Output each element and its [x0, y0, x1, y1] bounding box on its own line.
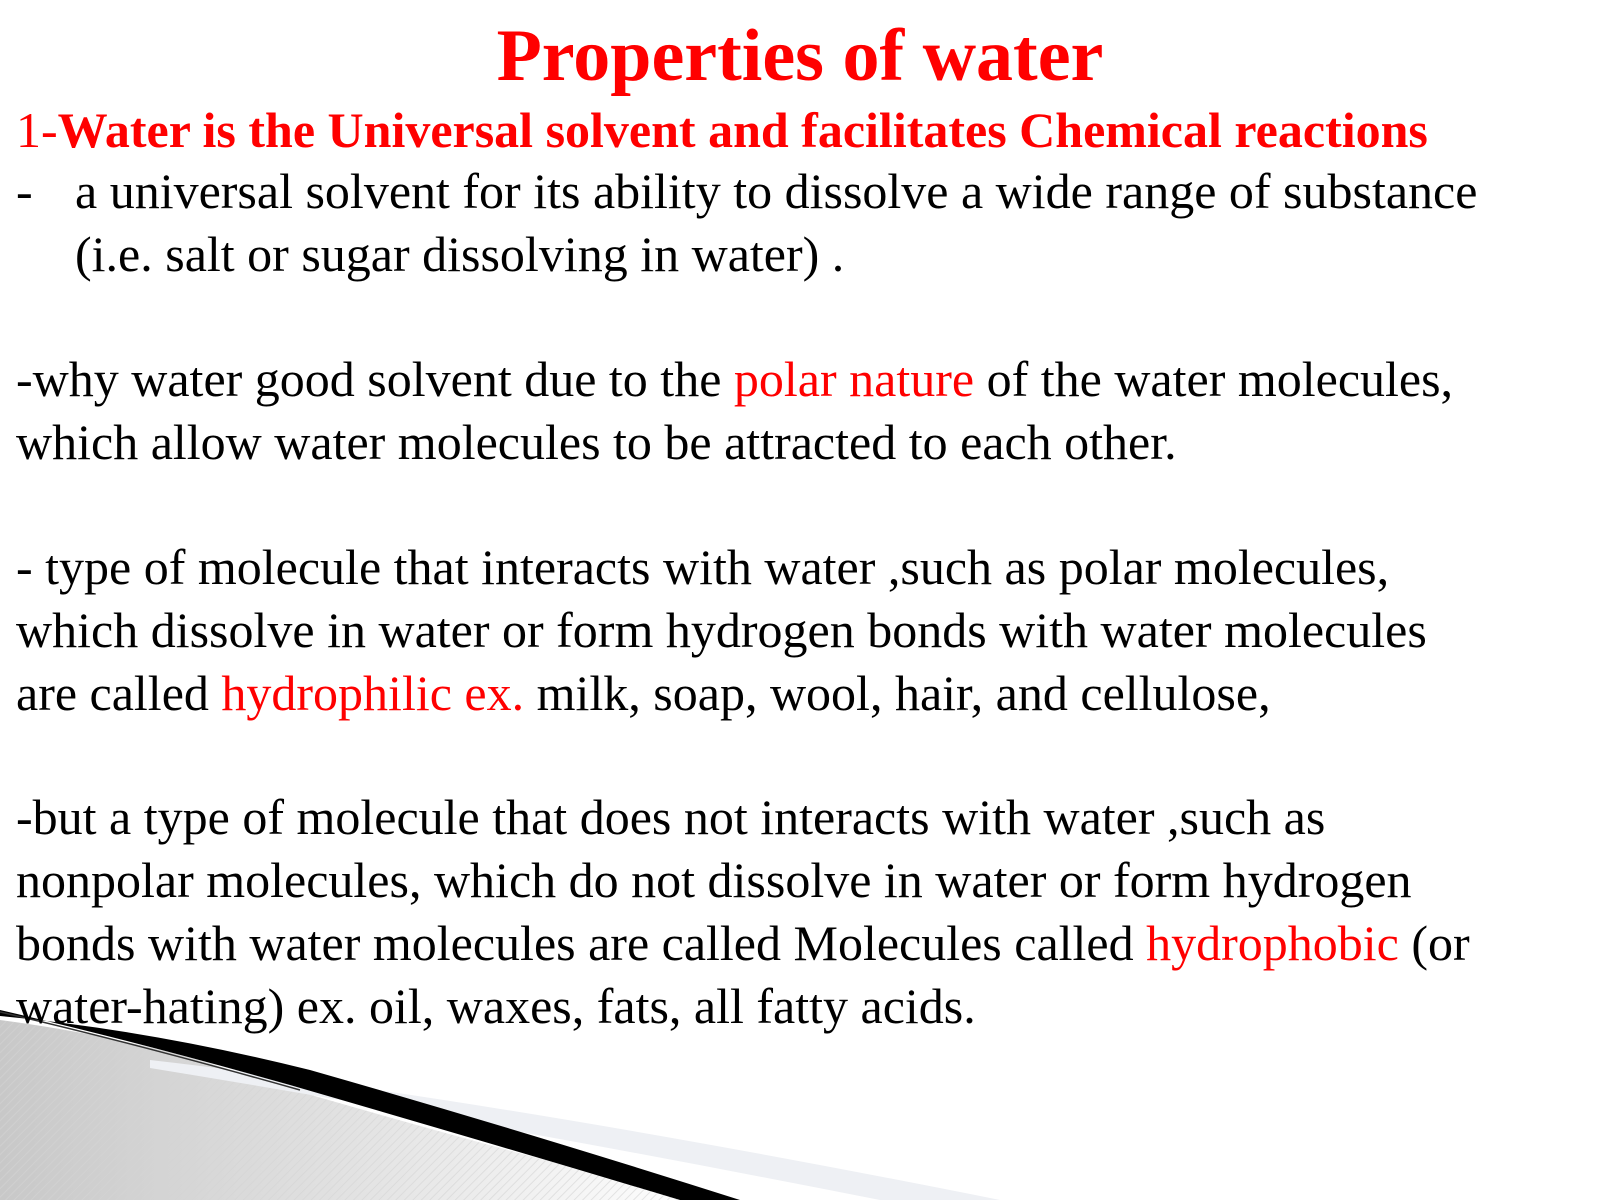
- p1-line-1: a universal solvent for its ability to dissolve a wide range of substance: [75, 163, 1478, 219]
- section-number: 1-: [16, 102, 58, 158]
- highlight-polar-nature: polar nature: [733, 351, 975, 407]
- p3-text-b: milk, soap, wool, hair, and cellulose,: [524, 665, 1271, 721]
- p2-line-1: [16, 348, 1581, 411]
- bullet-dash: -: [16, 163, 33, 219]
- p4-text-b: (or: [1398, 915, 1470, 971]
- p2-text-b: of the water molecules,: [974, 351, 1454, 407]
- p3-line-1: - type of molecule that interacts with water ,such as polar molecules,: [16, 539, 1390, 595]
- section-heading-text: Water is the Universal solvent and facilitates Chemical reactions: [57, 102, 1428, 158]
- paragraph-universal-solvent: [75, 160, 1585, 286]
- slide-title: Properties of water: [496, 15, 1104, 97]
- paragraph-hydrophobic: [16, 786, 1581, 1038]
- p4-line-1: -but a type of molecule that does not interacts with water ,such as: [16, 789, 1326, 845]
- p4-line-2: nonpolar molecules, which do not dissolve in water or form hydrogen: [16, 852, 1412, 908]
- p2-text-a: -why water good solvent due to the: [16, 351, 734, 407]
- paragraph-hydrophilic: [16, 536, 1581, 725]
- p3-line-3: [16, 662, 1581, 725]
- p3-line-2: which dissolve in water or form hydrogen bonds with water molecules: [16, 602, 1427, 658]
- p1-line-2: (i.e. salt or sugar dissolving in water) .: [75, 226, 845, 282]
- p2-line-2: which allow water molecules to be attracted to each other.: [16, 414, 1177, 470]
- p3-text-a: are called: [16, 665, 222, 721]
- section-heading: [16, 100, 1428, 160]
- paragraph-polar-nature: [16, 348, 1581, 474]
- highlight-hydrophobic: hydrophobic: [1146, 915, 1399, 971]
- p4-text-a: bonds with water molecules are called Molecules called: [16, 915, 1147, 971]
- p4-line-4: water-hating) ex. oil, waxes, fats, all fatty acids.: [16, 978, 976, 1034]
- highlight-hydrophilic: hydrophilic ex.: [221, 665, 525, 721]
- p4-line-3: [16, 912, 1581, 975]
